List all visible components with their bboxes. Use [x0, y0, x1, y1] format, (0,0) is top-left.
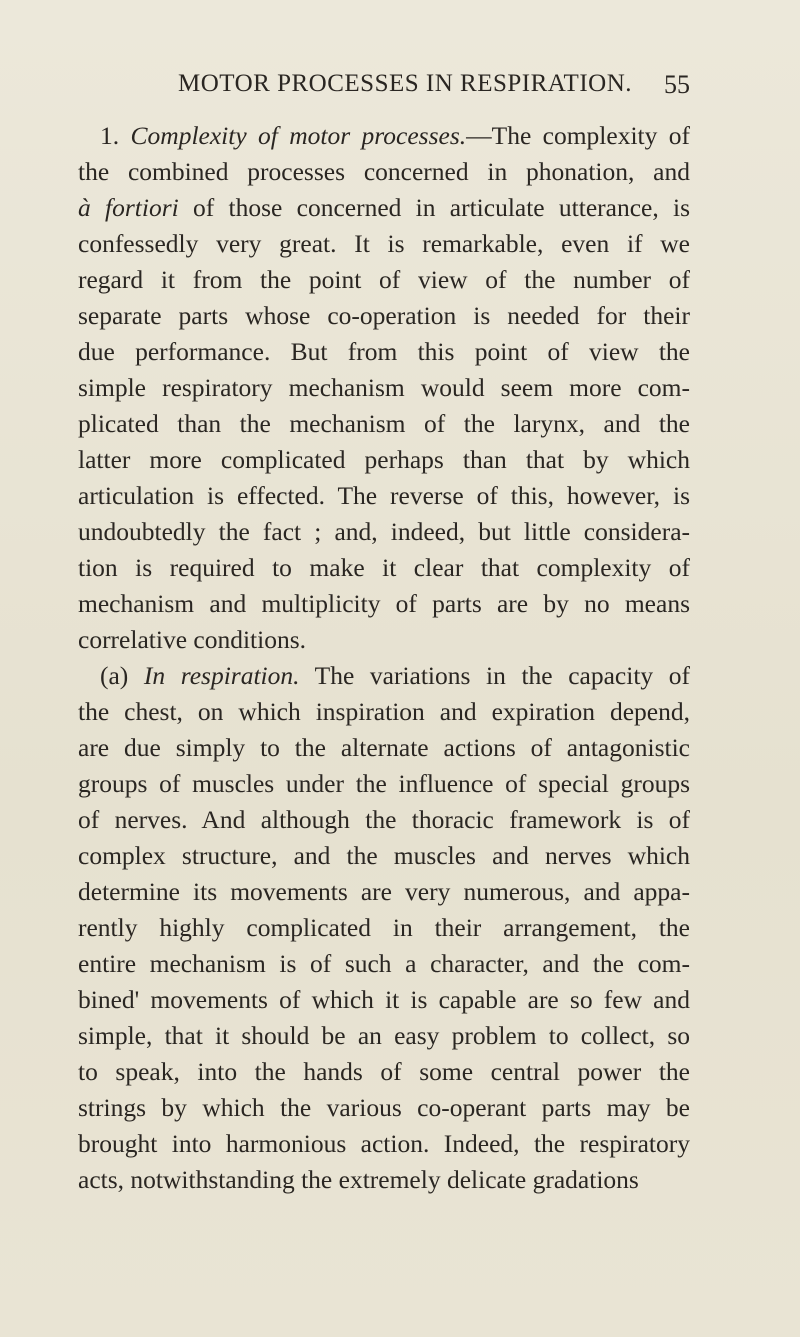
paragraph-line: rently highly complicated in their arrangement, the [78, 913, 690, 942]
paragraph-line [78, 190, 690, 226]
italic-phrase: à fortiori [78, 193, 179, 222]
paragraph-line: groups of muscles under the influence of special groups [78, 769, 690, 798]
paragraph-line: are due simply to the alternate actions of antagonistic [78, 733, 690, 762]
paragraph-line: strings by which the various co-operant parts may be [78, 1093, 690, 1122]
line-text: of those concerned in articulate utterance, is [193, 193, 690, 222]
paragraph-line: simple respiratory mechanism would seem more com- [78, 373, 690, 402]
line-text: —The complexity of [466, 121, 690, 150]
subsection-heading: In respiration. [143, 661, 300, 690]
section-number: 1. [100, 121, 131, 150]
paragraph-line: entire mechanism is of such a character, and the com- [78, 949, 690, 978]
paragraph-line: mechanism and multiplicity of parts are by no means [78, 589, 690, 618]
paragraph-line: to speak, into the hands of some central power the [78, 1057, 690, 1086]
paragraph-line: latter more complicated perhaps than that by which [78, 445, 690, 474]
paragraph-1-line-1 [78, 118, 690, 154]
paragraph-line: undoubtedly the fact ; and, indeed, but little considera- [78, 517, 690, 546]
paragraph-line: bined' movements of which it is capable are so few and [78, 985, 690, 1014]
paragraph-line: simple, that it should be an easy problem to collect, so [78, 1021, 690, 1050]
paragraph-line: articulation is effected. The reverse of this, however, is [78, 481, 690, 510]
paragraph-line: determine its movements are very numerous, and appa- [78, 877, 690, 906]
paragraph-line: brought into harmonious action. Indeed, the respiratory [78, 1129, 690, 1158]
running-head [78, 70, 690, 110]
page-number: 55 [664, 70, 690, 99]
paragraph-line: the chest, on which inspiration and expiration depend, [78, 697, 690, 726]
subsection-marker: (a) [100, 661, 129, 690]
paragraph-line: confessedly very great. It is remarkable, even if we [78, 229, 690, 258]
paragraph-line: the combined processes concerned in phonation, and [78, 157, 690, 186]
running-title: MOTOR PROCESSES IN RESPIRATION. [178, 70, 633, 97]
body-text [78, 118, 690, 1198]
paragraph-line: separate parts whose co-operation is needed for their [78, 301, 690, 330]
line-text: The variations in the capacity of [299, 661, 690, 690]
paragraph-line: complex structure, and the muscles and nerves which [78, 841, 690, 870]
paragraph-line: of nerves. And although the thoracic framework is of [78, 805, 690, 834]
paragraph-line: regard it from the point of view of the number of [78, 265, 690, 294]
paragraph-line: acts, notwithstanding the extremely delicate gradations [78, 1165, 639, 1194]
section-heading: Complexity of motor processes. [130, 121, 467, 150]
paragraph-line: correlative conditions. [78, 625, 307, 654]
paragraph-line: tion is required to make it clear that complexity of [78, 553, 690, 582]
paragraph-2-line-1 [78, 658, 690, 694]
paragraph-line: due performance. But from this point of view the [78, 337, 690, 366]
paragraph-line: plicated than the mechanism of the larynx, and the [78, 409, 690, 438]
